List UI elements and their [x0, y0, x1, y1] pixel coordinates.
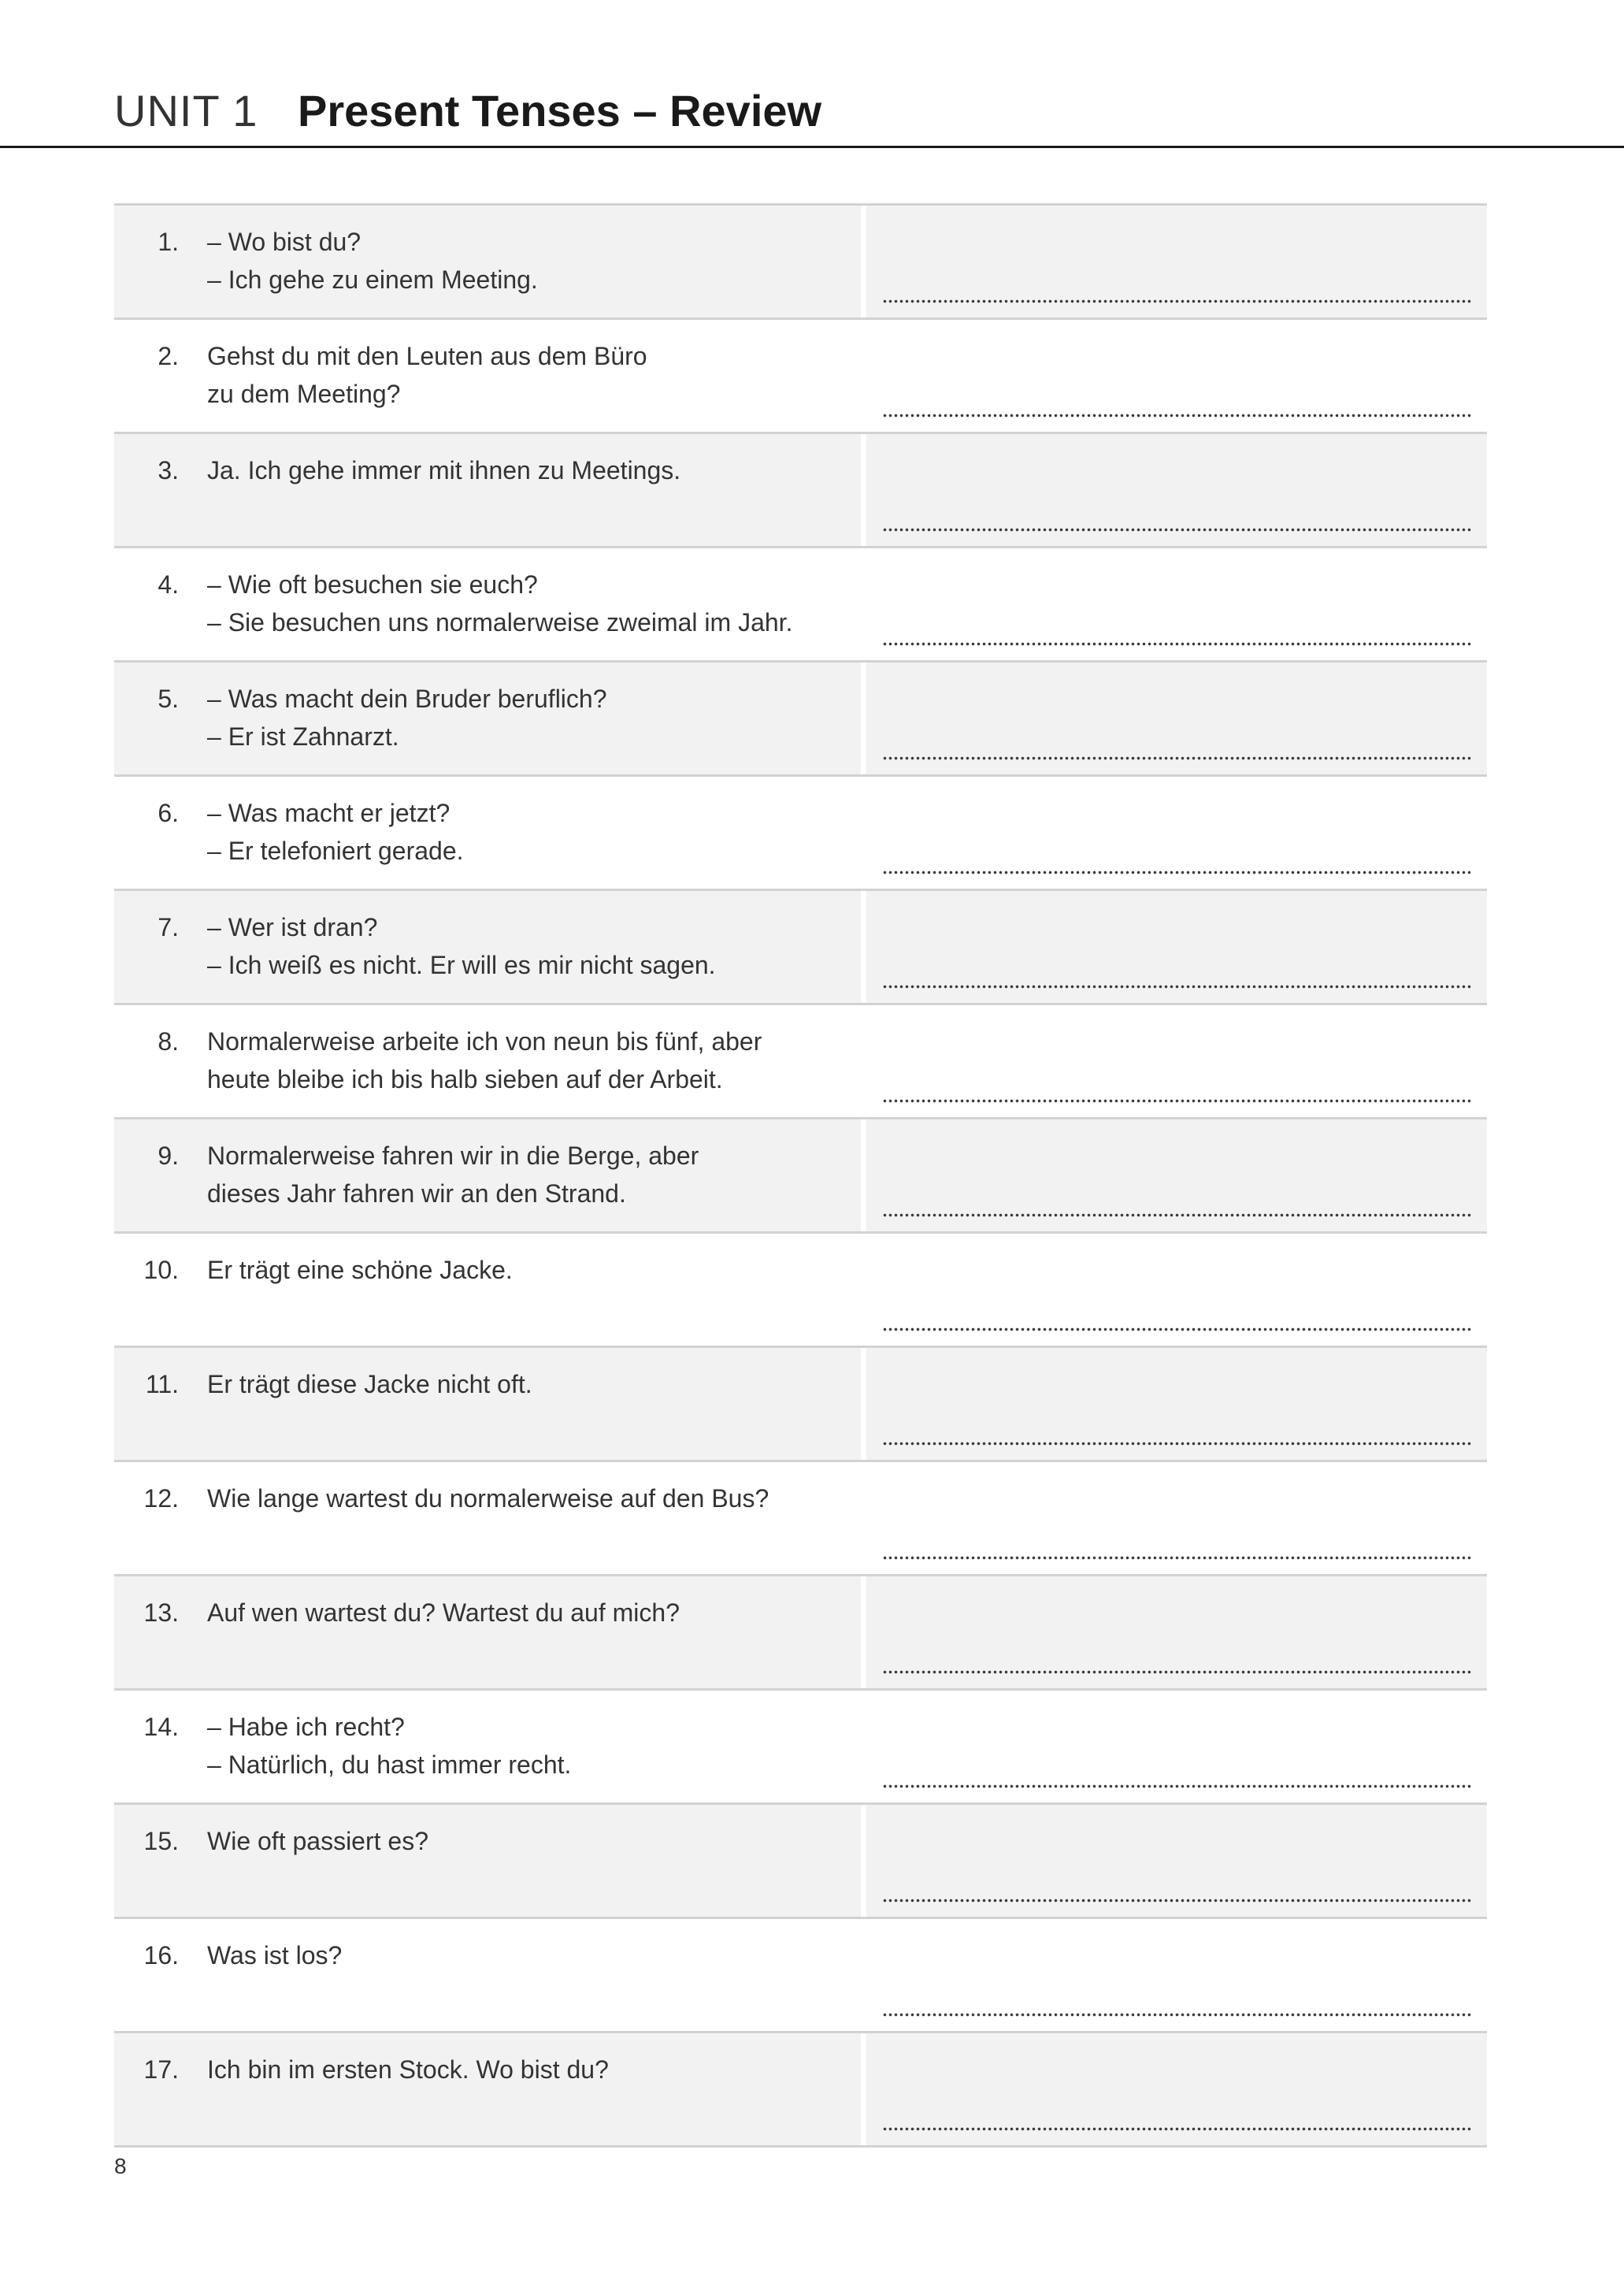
question-cell: [114, 777, 861, 889]
answer-dotted-line[interactable]: [882, 1556, 1471, 1560]
answer-dotted-line[interactable]: [882, 1099, 1471, 1103]
item-text-line: Wie lange wartest du normalerweise auf den Bus?: [207, 1484, 769, 1513]
answer-cell[interactable]: [866, 548, 1487, 660]
answer-dotted-line[interactable]: [882, 1442, 1471, 1446]
item-number: 1.: [158, 228, 179, 256]
item-text: [207, 1594, 853, 1632]
item-text: [207, 1137, 853, 1212]
item-number: 10.: [143, 1256, 179, 1284]
item-text-line: – Sie besuchen uns normalerweise zweimal im Jahr.: [207, 608, 793, 637]
question-cell: [114, 1234, 861, 1346]
item-text: [207, 1822, 853, 1860]
item-text-line: zu dem Meeting?: [207, 380, 401, 408]
exercise-row: [114, 1005, 1487, 1119]
question-cell: [114, 1919, 861, 2031]
item-text-line: – Ich weiß es nicht. Er will es mir nicht sagen.: [207, 951, 716, 979]
question-cell: [114, 320, 861, 432]
answer-dotted-line[interactable]: [882, 1327, 1471, 1331]
answer-cell[interactable]: [866, 320, 1487, 432]
answer-dotted-line[interactable]: [882, 1670, 1471, 1674]
item-text: [207, 1479, 853, 1517]
item-number: 3.: [158, 456, 179, 484]
answer-dotted-line[interactable]: [882, 2127, 1471, 2131]
answer-dotted-line[interactable]: [882, 1213, 1471, 1217]
answer-cell[interactable]: [866, 1119, 1487, 1231]
answer-dotted-line[interactable]: [882, 2013, 1471, 2017]
item-text-line: – Was macht dein Bruder beruflich?: [207, 685, 607, 713]
answer-cell[interactable]: [866, 1576, 1487, 1688]
item-text: [207, 1251, 853, 1289]
item-text-line: Was ist los?: [207, 1941, 343, 1969]
item-text-line: Normalerweise arbeite ich von neun bis fünf, aber: [207, 1027, 762, 1056]
exercise-row: [114, 1805, 1487, 1919]
question-cell: [114, 434, 861, 546]
exercise-row: [114, 1576, 1487, 1691]
answer-dotted-line[interactable]: [882, 414, 1471, 418]
item-text-line: Gehst du mit den Leuten aus dem Büro: [207, 342, 647, 370]
item-text-line: Ich bin im ersten Stock. Wo bist du?: [207, 2055, 609, 2084]
item-text: [207, 451, 853, 489]
answer-cell[interactable]: [866, 1462, 1487, 1574]
item-text: [207, 337, 853, 413]
answer-dotted-line[interactable]: [882, 871, 1471, 874]
answer-dotted-line[interactable]: [882, 642, 1471, 646]
question-cell: [114, 548, 861, 660]
item-number: 4.: [158, 570, 179, 599]
answer-cell[interactable]: [866, 663, 1487, 774]
item-text-line: Auf wen wartest du? Wartest du auf mich?: [207, 1598, 680, 1627]
page-header: [0, 0, 1624, 148]
unit-label: UNIT 1: [114, 86, 258, 136]
item-text: [207, 1023, 853, 1098]
answer-dotted-line[interactable]: [882, 756, 1471, 760]
question-cell: [114, 1119, 861, 1231]
exercise-row: [114, 891, 1487, 1005]
answer-cell[interactable]: [866, 777, 1487, 889]
item-text: [207, 223, 853, 299]
answer-cell[interactable]: [866, 1805, 1487, 1917]
item-number: 12.: [143, 1484, 179, 1513]
question-cell: [114, 663, 861, 774]
answer-cell[interactable]: [866, 1691, 1487, 1802]
item-number: 16.: [143, 1941, 179, 1969]
question-cell: [114, 891, 861, 1003]
exercise-row: [114, 1462, 1487, 1576]
item-text-line: – Wie oft besuchen sie euch?: [207, 570, 538, 599]
item-text-line: – Er telefoniert gerade.: [207, 837, 464, 865]
question-cell: [114, 2033, 861, 2145]
exercise-row: [114, 320, 1487, 434]
answer-cell[interactable]: [866, 206, 1487, 317]
question-cell: [114, 206, 861, 317]
question-cell: [114, 1576, 861, 1688]
answer-dotted-line[interactable]: [882, 299, 1471, 303]
item-text-line: – Was macht er jetzt?: [207, 799, 450, 827]
item-text-line: Er trägt eine schöne Jacke.: [207, 1256, 513, 1284]
answer-dotted-line[interactable]: [882, 985, 1471, 989]
exercise-row: [114, 1234, 1487, 1348]
item-text-line: Er trägt diese Jacke nicht oft.: [207, 1370, 532, 1398]
item-text-line: Wie oft passiert es?: [207, 1827, 428, 1855]
exercise-row: [114, 548, 1487, 663]
answer-cell[interactable]: [866, 1005, 1487, 1117]
exercise-row: [114, 2033, 1487, 2148]
item-text: [207, 794, 853, 870]
item-text-line: – Habe ich recht?: [207, 1713, 405, 1741]
item-number: 8.: [158, 1027, 179, 1056]
exercise-row: [114, 1119, 1487, 1234]
item-text-line: – Natürlich, du hast immer recht.: [207, 1750, 572, 1779]
page-title: Present Tenses – Review: [298, 86, 822, 136]
item-text-line: Normalerweise fahren wir in die Berge, aber: [207, 1142, 699, 1170]
item-text-line: Ja. Ich gehe immer mit ihnen zu Meetings.: [207, 456, 681, 484]
page-number: 8: [114, 2154, 127, 2178]
answer-cell[interactable]: [866, 1234, 1487, 1346]
question-cell: [114, 1005, 861, 1117]
item-text-line: – Wo bist du?: [207, 228, 362, 256]
item-number: 2.: [158, 342, 179, 370]
item-text-line: – Er ist Zahnarzt.: [207, 722, 399, 751]
exercise-row: [114, 1919, 1487, 2033]
item-text-line: dieses Jahr fahren wir an den Strand.: [207, 1179, 626, 1208]
answer-dotted-line[interactable]: [882, 1899, 1471, 1903]
item-text-line: heute bleibe ich bis halb sieben auf der Arbeit.: [207, 1065, 723, 1093]
exercise-row: [114, 206, 1487, 320]
question-cell: [114, 1348, 861, 1460]
item-text-line: – Wer ist dran?: [207, 913, 378, 941]
item-number: 13.: [143, 1598, 179, 1627]
item-text: [207, 2051, 853, 2088]
exercise-row: [114, 434, 1487, 548]
item-number: 5.: [158, 685, 179, 713]
item-number: 11.: [145, 1370, 179, 1398]
item-number: 14.: [143, 1713, 179, 1741]
answer-cell[interactable]: [866, 1348, 1487, 1460]
item-number: 7.: [158, 913, 179, 941]
answer-cell[interactable]: [866, 2033, 1487, 2145]
item-number: 15.: [143, 1827, 179, 1855]
item-text: [207, 566, 853, 641]
answer-dotted-line[interactable]: [882, 1784, 1471, 1788]
exercise-table: [114, 203, 1487, 2148]
answer-cell[interactable]: [866, 891, 1487, 1003]
exercise-row: [114, 1348, 1487, 1462]
item-text: [207, 1936, 853, 1974]
item-text: [207, 1708, 853, 1784]
answer-cell[interactable]: [866, 1919, 1487, 2031]
question-cell: [114, 1805, 861, 1917]
item-text: [207, 680, 853, 755]
item-number: 17.: [143, 2055, 179, 2084]
exercise-row: [114, 777, 1487, 891]
item-text: [207, 1365, 853, 1403]
answer-cell[interactable]: [866, 434, 1487, 546]
item-number: 6.: [158, 799, 179, 827]
exercise-row: [114, 663, 1487, 777]
item-text: [207, 908, 853, 984]
answer-dotted-line[interactable]: [882, 528, 1471, 532]
item-text-line: – Ich gehe zu einem Meeting.: [207, 265, 538, 294]
question-cell: [114, 1691, 861, 1802]
question-cell: [114, 1462, 861, 1574]
exercise-row: [114, 1691, 1487, 1805]
item-number: 9.: [158, 1142, 179, 1170]
